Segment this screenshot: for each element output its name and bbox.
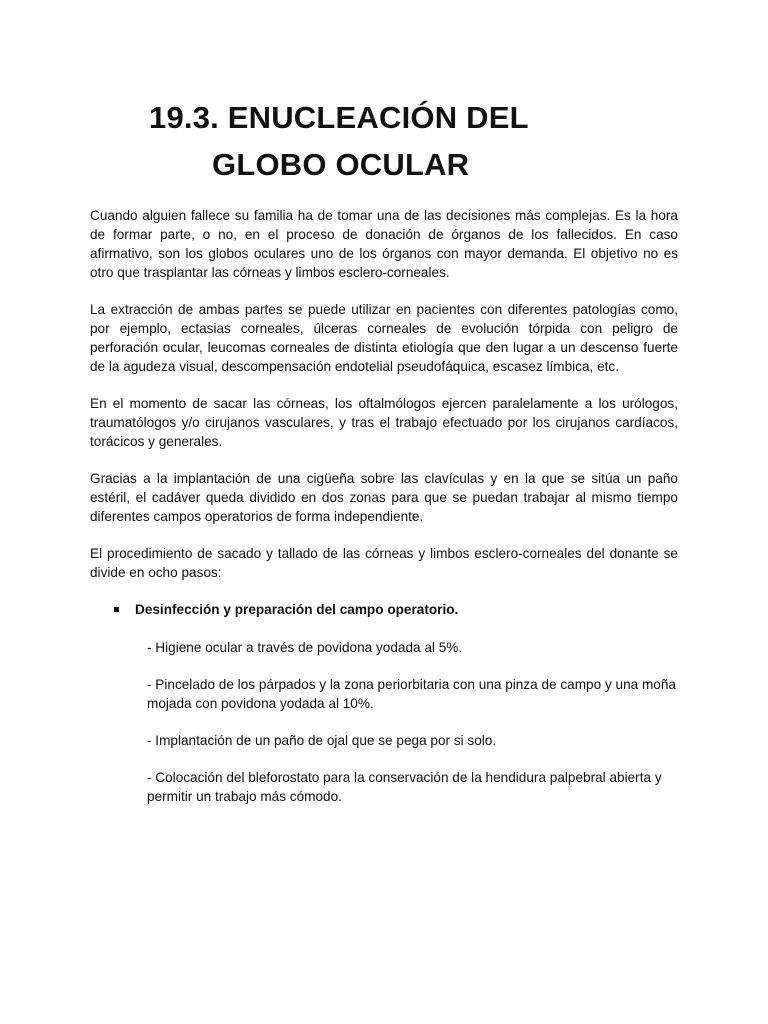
substep-item: - Higiene ocular a través de povidona yodada al 5%. [147, 640, 463, 655]
page-title-line-1: 19.3. ENUCLEACIÓN DEL [149, 100, 529, 135]
paragraph-intro: Cuando alguien fallece su familia ha de tomar una de las decisiones más complejas. Es la hora de formar parte, o no, en el proceso de donación de órganos de los fallecidos. En caso afirmativo, son los globos oculares uno de los órganos con mayor demanda. El objetivo no es otro que trasplantar las córneas y limbos esclero-corneales. [90, 208, 678, 280]
step-heading [90, 600, 678, 619]
paragraph-field-division: Gracias a la implantación de una cigüeña sobre las clavículas y en la que se sitúa un paño estéril, el cadáver queda dividido en dos zonas para que se puedan trabajar al mismo tiempo diferentes campos operatorios de forma independiente. [90, 471, 678, 524]
paragraph-uses: La extracción de ambas partes se puede utilizar en pacientes con diferentes patologías como, por ejemplo, ectasias corneales, úlceras corneales de evolución tórpida con peligro de perforación ocular, leucomas corneales de distinta etiología que den lugar a un descenso fuerte de la agudeza visual, descompensación endotelial pseudofáquica, escasez límbica, etc. [90, 302, 678, 374]
document-body [90, 206, 678, 824]
substep-item: - Implantación de un paño de ojal que se pega por si solo. [147, 733, 497, 748]
step-heading-text: Desinfección y preparación del campo operatorio. [135, 602, 459, 617]
substep-item: - Colocación del bleforostato para la conservación de la hendidura palpebral abierta y permitir un trabajo más cómodo. [147, 770, 662, 804]
page-title-line-2: GLOBO OCULAR [212, 147, 470, 182]
steps-list [90, 600, 678, 619]
square-bullet-icon [114, 607, 119, 612]
paragraph-specialists: En el momento de sacar las córneas, los oftalmólogos ejercen paralelamente a los urólogos, traumatólogos y/o cirujanos vasculares, y tras el trabajo efectuado por los cirujanos cardíacos, torácicos y generales. [90, 396, 678, 449]
step-substeps [90, 638, 678, 806]
paragraph-procedure: El procedimiento de sacado y tallado de las córneas y limbos esclero-corneales del donante se divide en ocho pasos: [90, 546, 678, 580]
substep-item: - Pincelado de los párpados y la zona periorbitaria con una pinza de campo y una moña mojada con povidona yodada al 10%. [147, 677, 676, 711]
